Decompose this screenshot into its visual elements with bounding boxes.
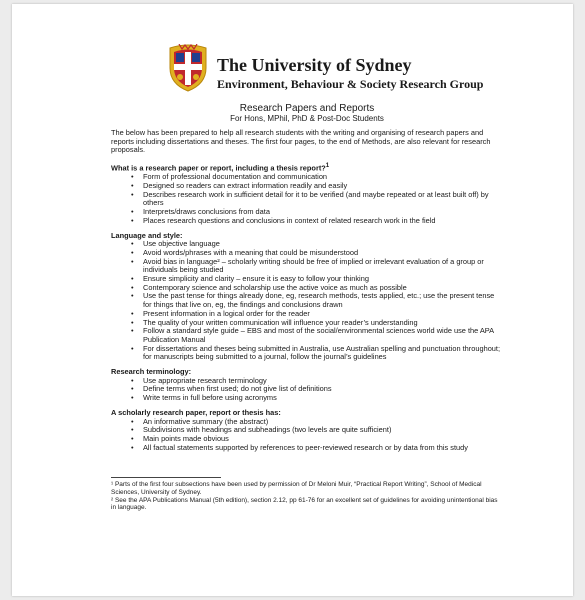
list-item: • All factual statements supported by references to peer-reviewed research or by data from this study <box>131 442 468 452</box>
bullet-icon: • <box>131 239 134 249</box>
bullet-icon: • <box>131 274 134 284</box>
bullet-icon: • <box>131 291 134 301</box>
list-item: • For dissertations and theses being submitted in Australia, use Australian spelling and punctuation throughout; for manuscripts being submitted to a journal, follow the journal’s guidelines <box>131 343 501 362</box>
list-item: • Interprets/draws conclusions from data <box>131 207 270 217</box>
bullet-icon: • <box>131 308 134 318</box>
list-item: • Use objective language <box>131 239 220 249</box>
section-heading: Language and style: <box>111 230 183 240</box>
bullet-list <box>111 240 503 362</box>
bullet-icon: • <box>131 425 134 435</box>
section-heading: A scholarly research paper, report or thesis has: <box>111 407 281 417</box>
list-item: • Describes research work in sufficient detail for it to be verified (and maybe repeated or at least built off) by others <box>131 189 489 208</box>
bullet-icon: • <box>131 343 134 353</box>
university-name: The University of Sydney <box>217 55 412 75</box>
letterhead <box>167 44 497 92</box>
list-item: • Avoid bias in language² – scholarly writing should be free of implied or irrelevant evaluation of a group or individuals being studied <box>131 256 484 275</box>
list-item: • Main points made obvious <box>131 433 229 443</box>
bullet-icon: • <box>131 317 134 327</box>
bullet-icon: • <box>131 180 134 190</box>
bullet-list <box>111 377 503 403</box>
list-item: • Designed so readers can extract information readily and easily <box>131 180 348 190</box>
university-crest-icon <box>167 44 209 92</box>
bullet-icon: • <box>131 384 134 394</box>
document-body <box>111 103 503 512</box>
bullet-icon: • <box>131 256 134 266</box>
bullet-icon: • <box>131 393 134 403</box>
bullet-icon: • <box>131 416 134 426</box>
bullet-icon: • <box>131 189 134 199</box>
bullet-icon: • <box>131 207 134 217</box>
bullet-icon: • <box>131 442 134 452</box>
document-subtitle: For Hons, MPhil, PhD & Post-Doc Students <box>230 114 384 123</box>
list-item: • Contemporary science and scholarship use the active voice as much as possible <box>131 282 407 292</box>
bullet-list <box>111 418 503 453</box>
bullet-icon: • <box>131 215 134 225</box>
list-item: • Form of professional documentation and communication <box>131 172 328 182</box>
list-item: • Places research questions and conclusions in context of related research work in the field <box>131 215 436 225</box>
bullet-icon: • <box>131 247 134 257</box>
bullet-icon: • <box>131 282 134 292</box>
document-page <box>12 4 573 596</box>
list-item: • Use appropriate research terminology <box>131 375 267 385</box>
list-item: • An informative summary (the abstract) <box>131 416 269 426</box>
footnote: ¹ Parts of the first four subsections have been used by permission of Dr Meloni Muir, “Practical Report Writing”, School of Medical Sciences, University of Sydney. <box>111 481 482 496</box>
list-item: • Follow a standard style guide – EBS and most of the social/environmental sciences world wide use the APA Publication Manual <box>131 326 494 344</box>
list-item: • Write terms in full before using acronyms <box>131 393 277 403</box>
bullet-icon: • <box>131 375 134 385</box>
bullet-icon: • <box>131 433 134 443</box>
bullet-list <box>111 173 503 225</box>
list-item: • Define terms when first used; do not give list of definitions <box>131 384 332 394</box>
intro-paragraph: The below has been prepared to help all research students with the writing and organising of research papers and reports including dissertations and theses. The first four pages, to the end of Methods, are also relevant for research proposals. <box>111 128 491 155</box>
list-item: • Present information in a logical order for the reader <box>131 308 310 318</box>
list-item: • Ensure simplicity and clarity – ensure it is easy to follow your thinking <box>131 274 369 284</box>
list-item: • Subdivisions with headings and subheadings (two levels are quite sufficient) <box>131 425 392 435</box>
research-group-name: Environment, Behaviour & Society Research Group <box>217 77 484 91</box>
footnote: ² See the APA Publications Manual (5th edition), section 2.12, pp 61-76 for an excellent set of guidelines for avoiding unintentional bias in language. <box>111 496 498 512</box>
bullet-icon: • <box>131 172 134 182</box>
list-item: • Avoid words/phrases with a meaning that could be misunderstood <box>131 247 359 257</box>
footnote-divider <box>111 477 221 478</box>
list-item: • Use the past tense for things already done, eg, research methods, tests applied, etc.; use the present tense for things that live on, eg, the findings and conclusions drawn <box>131 291 495 310</box>
document-title: Research Papers and Reports <box>239 103 375 114</box>
section-heading: What is a research paper or report, including a thesis report?$^1$ <box>111 162 330 173</box>
list-item: • The quality of your written communication will influence your reader’s understanding <box>131 317 418 327</box>
footnote-ref: 1 <box>325 162 330 170</box>
section-heading: Research terminology: <box>111 367 192 377</box>
bullet-icon: • <box>131 326 134 336</box>
